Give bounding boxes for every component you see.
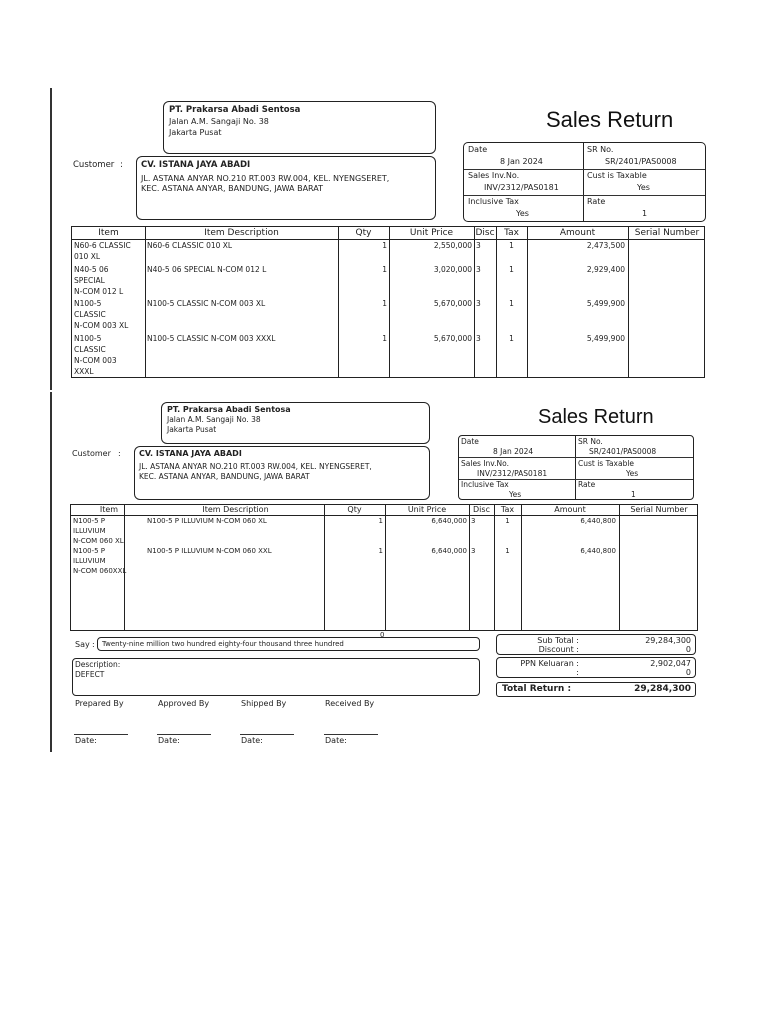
- row-2-disc: 3: [476, 265, 481, 274]
- subtotal-value: 29,284,300: [645, 636, 691, 645]
- page-left-border: [50, 392, 52, 752]
- inclusive-tax-label: Inclusive Tax: [461, 480, 509, 489]
- page-marker: 0: [380, 631, 385, 639]
- page-left-border: [50, 88, 52, 390]
- row-2-item: [73, 546, 145, 576]
- row-1-amount: 6,440,800: [580, 517, 616, 525]
- row-3-amount: 5,499,900: [586, 299, 625, 308]
- row-2-tax: 1: [509, 265, 514, 274]
- item-line: N60-6 CLASSIC: [74, 241, 131, 250]
- header-unit-price: Unit Price: [407, 505, 447, 514]
- item-line: CLASSIC: [74, 310, 106, 319]
- ppn-box: [496, 657, 696, 678]
- item-line: ILLUVIUM: [73, 557, 106, 565]
- row-2-disc: 3: [471, 547, 476, 555]
- date-label: Date: [461, 437, 479, 446]
- rate-label: Rate: [587, 197, 606, 206]
- row-2-description: N40-5 06 SPECIAL N-COM 012 L: [147, 265, 267, 274]
- shipped-by-label: Shipped By: [241, 699, 287, 708]
- row-1-amount: 2,473,500: [586, 241, 625, 250]
- info-divider-row-1: [459, 457, 693, 458]
- customer-colon: :: [118, 449, 121, 458]
- customer-name: CV. ISTANA JAYA ABADI: [139, 449, 242, 458]
- taxable-label: Cust is Taxable: [578, 459, 635, 468]
- customer-address-2: KEC. ASTANA ANYAR, BANDUNG, JAWA BARAT: [141, 184, 324, 193]
- header-description: Item Description: [204, 228, 279, 238]
- info-divider-row-2: [464, 195, 705, 196]
- total-return-label: Total Return :: [502, 684, 572, 694]
- inclusive-tax-label: Inclusive Tax: [468, 197, 519, 206]
- col-divider: [628, 227, 629, 377]
- company-box: [163, 101, 436, 154]
- row-1-price: 6,640,000: [431, 517, 467, 525]
- row-4-item: [74, 333, 146, 377]
- col-divider: [619, 505, 620, 630]
- header-serial: Serial Number: [634, 228, 700, 238]
- date-value: 8 Jan 2024: [493, 447, 534, 456]
- taxable-label: Cust is Taxable: [587, 171, 647, 180]
- approved-by-label: Approved By: [158, 699, 210, 708]
- item-line: XXXL: [74, 367, 94, 376]
- total-return-box: [496, 682, 696, 697]
- info-box: [463, 142, 706, 222]
- sr-value: SR/2401/PAS0008: [605, 157, 677, 166]
- date-value: 8 Jan 2024: [500, 157, 543, 166]
- item-line: CLASSIC: [74, 345, 106, 354]
- row-2-amount: 6,440,800: [580, 547, 616, 555]
- row-1-description: N100-5 P ILLUVIUM N-COM 060 XL: [147, 517, 267, 525]
- received-by-label: Received By: [325, 699, 375, 708]
- subtotal-label: Sub Total :: [537, 636, 579, 645]
- inclusive-tax-value: Yes: [516, 209, 529, 218]
- date-signature-label: Date:: [158, 736, 180, 745]
- header-amount: Amount: [559, 228, 596, 238]
- row-1-qty: 1: [382, 241, 387, 250]
- item-line: N-COM 060XXL: [73, 567, 127, 575]
- customer-colon: :: [120, 160, 123, 170]
- header-qty: Qty: [355, 228, 372, 238]
- taxable-value: Yes: [637, 183, 650, 192]
- row-2-amount: 2,929,400: [586, 265, 625, 274]
- items-table: [70, 504, 698, 631]
- say-box: [97, 637, 480, 651]
- header-qty: Qty: [347, 505, 362, 514]
- item-line: 010 XL: [74, 252, 101, 261]
- date-signature-label: Date:: [241, 736, 263, 745]
- prepared-by-label: Prepared By: [75, 699, 124, 708]
- row-4-qty: 1: [382, 334, 387, 343]
- header-tax: Tax: [504, 228, 519, 238]
- customer-name: CV. ISTANA JAYA ABADI: [141, 160, 251, 170]
- header-item: Item: [98, 228, 119, 238]
- header-disc: Disc: [473, 505, 490, 514]
- say-label: Say: [75, 640, 90, 649]
- row-1-qty: 1: [378, 517, 383, 525]
- taxable-value: Yes: [626, 469, 639, 478]
- rate-value: 1: [642, 209, 648, 218]
- row-3-item: [74, 298, 146, 331]
- col-divider: [469, 505, 470, 630]
- header-serial: Serial Number: [630, 505, 688, 514]
- item-line: N40-5 06: [74, 265, 109, 274]
- row-4-price: 5,670,000: [433, 334, 472, 343]
- info-divider-vertical: [583, 143, 584, 221]
- header-disc: Disc: [475, 228, 495, 238]
- row-1-tax: 1: [509, 241, 514, 250]
- signature-line: [324, 734, 378, 735]
- total-return-value: 29,284,300: [634, 684, 691, 694]
- row-1-price: 2,550,000: [433, 241, 472, 250]
- item-line: N-COM 012 L: [74, 287, 124, 296]
- description-text: DEFECT: [75, 670, 105, 679]
- row-2-item: [74, 264, 146, 297]
- item-line: SPECIAL: [74, 276, 105, 285]
- description-label: Description:: [75, 660, 121, 669]
- items-table: [71, 226, 705, 378]
- blank-label: :: [576, 668, 579, 677]
- sales-inv-label: Sales Inv.No.: [468, 171, 520, 180]
- discount-label: Discount :: [538, 645, 579, 654]
- header-item: Item: [99, 505, 119, 514]
- info-box: [458, 435, 694, 500]
- item-line: N-COM 003 XL: [74, 321, 129, 330]
- date-signature-label: Date:: [325, 736, 347, 745]
- invoice-page-1: [50, 88, 720, 390]
- sales-inv-value: INV/2312/PAS0181: [484, 183, 559, 192]
- customer-label: Customer: [72, 449, 111, 458]
- signature-line: [74, 734, 128, 735]
- row-2-price: 6,640,000: [431, 547, 467, 555]
- say-colon: :: [92, 640, 95, 649]
- sr-value: SR/2401/PAS0008: [589, 447, 657, 456]
- row-4-description: N100-5 CLASSIC N-COM 003 XXXL: [147, 334, 276, 343]
- sr-label: SR No.: [587, 145, 614, 154]
- company-address-2: Jakarta Pusat: [167, 425, 217, 434]
- date-signature-label: Date:: [75, 736, 97, 745]
- document-title: Sales Return: [546, 107, 674, 132]
- rate-label: Rate: [578, 480, 596, 489]
- item-line: N100-5: [74, 334, 102, 343]
- row-3-tax: 1: [509, 299, 514, 308]
- row-1-disc: 3: [471, 517, 476, 525]
- ppn-value: 2,902,047: [650, 659, 691, 668]
- header-description: Item Description: [202, 505, 269, 514]
- row-3-price: 5,670,000: [433, 299, 472, 308]
- customer-box: [136, 156, 436, 220]
- signature-line: [157, 734, 211, 735]
- info-divider-vertical: [575, 436, 576, 499]
- row-2-description: N100-5 P ILLUVIUM N-COM 060 XXL: [147, 547, 272, 555]
- item-line: N100-5 P: [73, 517, 106, 525]
- row-2-qty: 1: [382, 265, 387, 274]
- row-4-amount: 5,499,900: [586, 334, 625, 343]
- customer-label: Customer: [73, 160, 115, 170]
- customer-address-1: JL. ASTANA ANYAR NO.210 RT.003 RW.004, KEL. NYENGSERET,: [141, 174, 390, 183]
- description-box: [72, 658, 480, 696]
- item-line: N-COM 060 XL: [73, 537, 124, 545]
- company-name: PT. Prakarsa Abadi Sentosa: [167, 405, 291, 414]
- company-address-2: Jakarta Pusat: [169, 128, 222, 137]
- header-tax: Tax: [500, 505, 515, 514]
- discount-value: 0: [685, 645, 691, 654]
- header-amount: Amount: [554, 505, 586, 514]
- subtotal-box: [496, 634, 696, 655]
- customer-address-2: KEC. ASTANA ANYAR, BANDUNG, JAWA BARAT: [139, 472, 310, 481]
- rate-value: 1: [631, 490, 636, 499]
- row-1-description: N60-6 CLASSIC 010 XL: [147, 241, 233, 250]
- date-label: Date: [468, 145, 488, 154]
- company-address-1: Jalan A.M. Sangaji No. 38: [169, 117, 269, 126]
- customer-box: [134, 446, 430, 500]
- inclusive-tax-value: Yes: [509, 490, 522, 499]
- row-4-tax: 1: [509, 334, 514, 343]
- row-1-tax: 1: [505, 517, 510, 525]
- customer-address-1: JL. ASTANA ANYAR NO.210 RT.003 RW.004, KEL. NYENGSERET,: [139, 462, 372, 471]
- sales-inv-label: Sales Inv.No.: [461, 459, 510, 468]
- row-2-qty: 1: [378, 547, 383, 555]
- item-line: ILLUVIUM: [73, 527, 106, 535]
- row-3-disc: 3: [476, 299, 481, 308]
- info-divider-row-1: [464, 169, 705, 170]
- row-2-price: 3,020,000: [433, 265, 472, 274]
- item-line: N100-5: [74, 299, 102, 308]
- row-1-item: [73, 516, 145, 546]
- item-line: N100-5 P: [73, 547, 106, 555]
- company-address-1: Jalan A.M. Sangaji No. 38: [167, 415, 261, 424]
- header-unit-price: Unit Price: [409, 228, 454, 238]
- company-box: [161, 402, 430, 444]
- say-text: Twenty-nine million two hundred eighty-four thousand three hundred: [102, 640, 344, 648]
- row-4-disc: 3: [476, 334, 481, 343]
- ppn-label: PPN Keluaran :: [520, 659, 579, 668]
- signature-line: [240, 734, 294, 735]
- sales-inv-value: INV/2312/PAS0181: [477, 469, 548, 478]
- row-3-qty: 1: [382, 299, 387, 308]
- row-1-disc: 3: [476, 241, 481, 250]
- invoice-page-2: [50, 392, 710, 752]
- company-name: PT. Prakarsa Abadi Sentosa: [169, 105, 301, 115]
- col-divider: [474, 227, 475, 377]
- row-2-tax: 1: [505, 547, 510, 555]
- blank-value: 0: [685, 668, 691, 677]
- item-line: N-COM 003: [74, 356, 117, 365]
- row-3-description: N100-5 CLASSIC N-COM 003 XL: [147, 299, 266, 308]
- row-1-item: [74, 240, 146, 262]
- document-title: Sales Return: [538, 406, 654, 428]
- sr-label: SR No.: [578, 437, 603, 446]
